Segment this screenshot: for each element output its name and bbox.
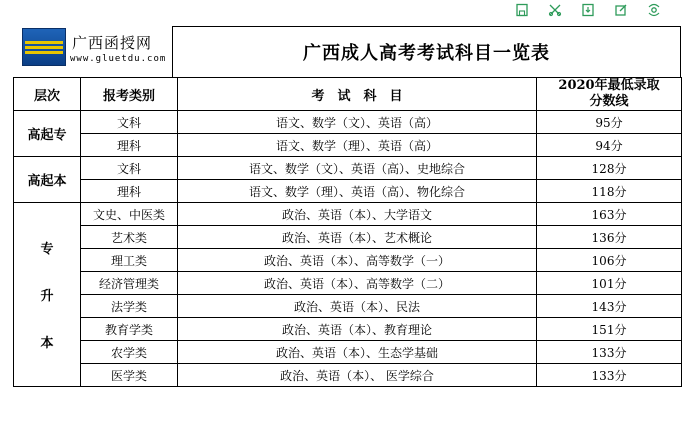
level-cell: 高起专 [14,111,81,157]
score-cell: 95分 [537,111,682,134]
subjects-cell: 政治、英语（本）、 医学综合 [178,364,537,387]
exam-table [13,77,682,387]
table-row [14,249,682,272]
category-cell: 理科 [81,134,178,157]
level-cell: 高起本 [14,157,81,203]
crop-icon[interactable] [545,0,565,20]
header-category: 报考类别 [81,78,178,111]
table-row [14,180,682,203]
score-cell: 118分 [537,180,682,203]
category-cell: 教育学类 [81,318,178,341]
level-char: 专 [40,242,54,258]
logo-stripe [25,51,63,54]
table-row [14,157,682,180]
category-cell: 文科 [81,111,178,134]
level-char: 本 [40,335,54,351]
table-row [14,134,682,157]
brand-url: www.gluetdu.com [70,54,167,64]
score-cell: 128分 [537,157,682,180]
page-title: 广西成人高考考试科目一览表 [303,43,550,64]
subjects-cell: 政治、英语（本）、高等数学（一） [178,249,537,272]
level-vertical-text [14,225,80,365]
logo-stripe [25,41,63,44]
score-cell: 136分 [537,226,682,249]
brand-logo [22,28,66,66]
header-score-label: 2020年最低录取分数线 [558,78,660,109]
subjects-cell: 语文、数学（文）、英语（高） [178,111,537,134]
subjects-cell: 政治、英语（本）、民法 [178,295,537,318]
subjects-cell: 政治、英语（本）、生态学基础 [178,341,537,364]
subjects-cell: 政治、英语（本）、教育理论 [178,318,537,341]
category-cell: 文史、中医类 [81,203,178,226]
category-cell: 医学类 [81,364,178,387]
score-cell: 133分 [537,341,682,364]
table-row [14,111,682,134]
table-row [14,272,682,295]
category-cell: 经济管理类 [81,272,178,295]
category-cell: 文科 [81,157,178,180]
level-char: 升 [40,288,54,304]
score-cell: 106分 [537,249,682,272]
subjects-cell: 语文、数学（理）、英语（高）、物化综合 [178,180,537,203]
header-level: 层次 [14,78,81,111]
category-cell: 艺术类 [81,226,178,249]
subjects-cell: 语文、数学（文）、英语（高）、史地综合 [178,157,537,180]
edit-icon[interactable] [611,0,631,20]
category-cell: 理工类 [81,249,178,272]
subjects-cell: 语文、数学（理）、英语（高） [178,134,537,157]
share-icon[interactable] [644,0,664,20]
score-cell: 133分 [537,364,682,387]
download-icon[interactable] [578,0,598,20]
subjects-cell: 政治、英语（本）、高等数学（二） [178,272,537,295]
category-cell: 农学类 [81,341,178,364]
score-cell: 151分 [537,318,682,341]
level-cell [14,203,81,387]
score-cell: 163分 [537,203,682,226]
logo-stripe [25,46,63,49]
title-border-right [680,26,681,78]
table-row [14,295,682,318]
score-cell: 101分 [537,272,682,295]
table-header-row [14,78,682,111]
table-row [14,364,682,387]
brand-name: 广西函授网 [72,34,153,52]
subjects-cell: 政治、英语（本）、艺术概论 [178,226,537,249]
header-subjects: 考 试 科 目 [178,78,537,111]
table-row [14,318,682,341]
score-cell: 94分 [537,134,682,157]
subjects-cell: 政治、英语（本）、大学语文 [178,203,537,226]
table-row [14,226,682,249]
save-icon[interactable] [512,0,532,20]
table-row [14,203,682,226]
category-cell: 法学类 [81,295,178,318]
category-cell: 理科 [81,180,178,203]
header-score [537,78,682,111]
toolbar [512,0,692,20]
score-cell: 143分 [537,295,682,318]
table-row [14,341,682,364]
